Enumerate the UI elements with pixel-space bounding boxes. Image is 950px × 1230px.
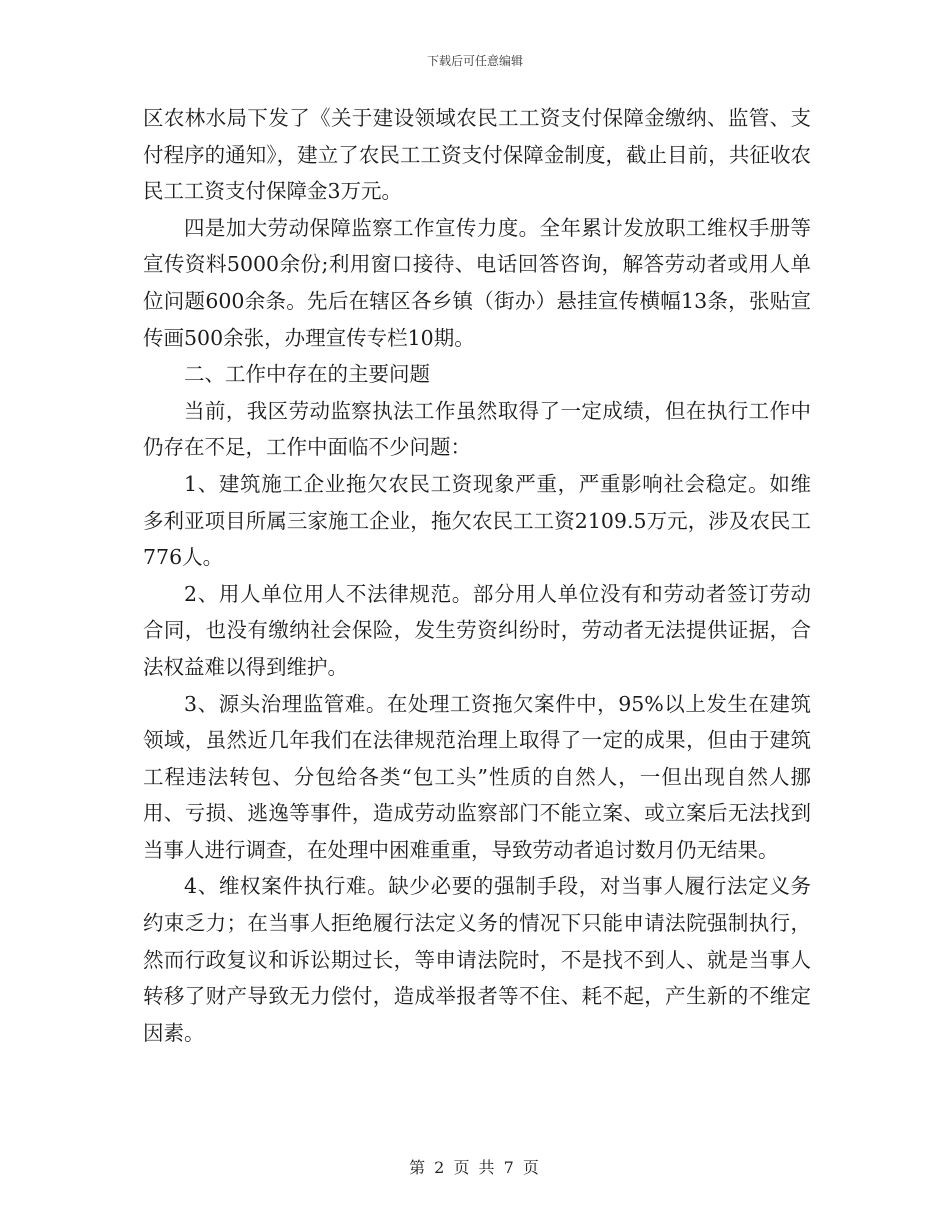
paragraph-issue-4: 4、维权案件执行难。缺少必要的强制手段，对当事人履行法定义务约束乏力；在当事人拒绝履行法定义务的情况下只能申请法院强制执行，然而行政复议和诉讼期过长，等申请法院时，不是找不到人、就是当事人转移了财产导致无力偿付，造成举报者等不住、耗不起，产生新的不维定因素。	[143, 874, 811, 1045]
document-body	[143, 100, 811, 1051]
section-heading: 二、工作中存在的主要问题	[184, 362, 430, 387]
page-header: 下载后可任意编辑	[426, 54, 523, 68]
paragraph-intro: 当前，我区劳动监察执法工作虽然取得了一定成绩，但在执行工作中仍存在不足，工作中面临不少问题：	[143, 398, 811, 460]
paragraph-issue-1: 1、建筑施工企业拖欠农民工资现象严重，严重影响社会稳定。如维多利亚项目所属三家施工企业，拖欠农民工工资2109.5万元，涉及农民工776人。	[143, 471, 811, 570]
paragraph-issue-2: 2、用人单位用人不法律规范。部分用人单位没有和劳动者签订劳动合同，也没有缴纳社会保险，发生劳资纠纷时，劳动者无法提供证据，合法权益难以得到维护。	[143, 581, 811, 679]
page-footer: 第 2 页 共 7 页	[409, 1158, 541, 1177]
paragraph-publicity: 四是加大劳动保障监察工作宣传力度。全年累计发放职工维权手册等宣传资料5000余份;利用窗口接待、电话回答咨询，解答劳动者或用人单位问题600余条。先后在辖区各乡镇（街办）悬挂宣传横幅13条，张贴宣传画500余张，办理宣传专栏10期。	[143, 215, 811, 350]
paragraph-continuation: 区农林水局下发了《关于建设领域农民工工资支付保障金缴纳、监管、支付程序的通知》，建立了农民工工资支付保障金制度，截止目前，共征收农民工工资支付保障金3万元。	[143, 106, 811, 204]
paragraph-issue-3: 3、源头治理监管难。在处理工资拖欠案件中，95%以上发生在建筑领域，虽然近几年我们在法律规范治理上取得了一定的成果，但由于建筑工程违法转包、分包给各类“包工头”性质的自然人，一但出现自然人挪用、亏损、逃逸等事件，造成劳动监察部门不能立案、或立案后无法找到当事人进行调查，在处理中困难重重，导致劳动者追讨数月仍无结果。	[143, 691, 811, 862]
